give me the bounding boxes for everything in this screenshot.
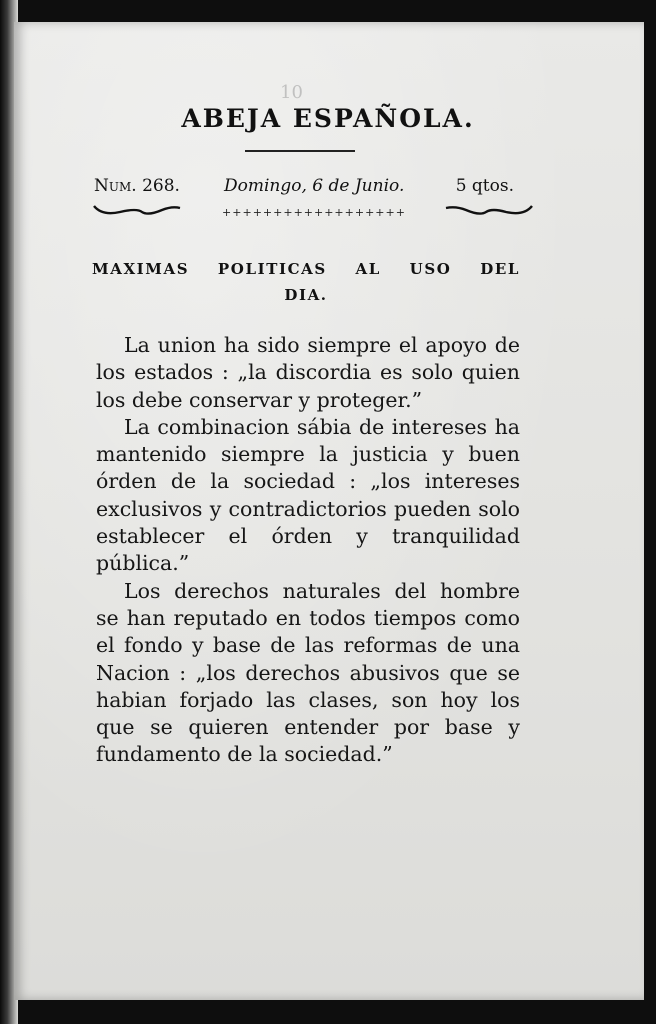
article-heading-line2: DIA.: [284, 286, 328, 304]
article-heading-line1: MAXIMAS POLITICAS AL USO DEL: [92, 260, 520, 278]
right-swash-ornament: [444, 202, 534, 218]
article-body: [96, 332, 520, 769]
article-paragraph-3: Los derechos naturales del hombre se han reputado en todos tiempos como el fondo y base de las reformas de una Nacion : „los derechos abusivos que se habian forjado las clases, son hoy los que se quieren entender por base y fundamento de la sociedad.”: [96, 578, 520, 767]
dateline: [94, 176, 514, 202]
article-heading: [92, 256, 520, 308]
issue-number: Num. 268.: [94, 176, 180, 196]
newspaper-title: ABEJA ESPAÑOLA.: [181, 104, 475, 133]
issue-price: 5 qtos.: [455, 176, 514, 196]
article-paragraph-1: La union ha sido siempre el apoyo de los estados : „la discordia es solo quien los debe conservar y proteger.”: [96, 333, 520, 412]
issue-date: Domingo, 6 de Junio.: [224, 176, 405, 196]
article-paragraph-2: La combinacion sábia de intereses ha mantenido siempre la justicia y buen órden de la sociedad : „los intereses exclusivos y contradictorios pueden solo establecer el órden y tranquilidad pública.”: [96, 414, 520, 576]
title-rule: [245, 150, 355, 152]
page-number-bleed: 10: [280, 82, 303, 103]
cross-ornament-rule: ++++++++++++++++++: [222, 206, 406, 219]
left-swash-ornament: [92, 202, 182, 218]
